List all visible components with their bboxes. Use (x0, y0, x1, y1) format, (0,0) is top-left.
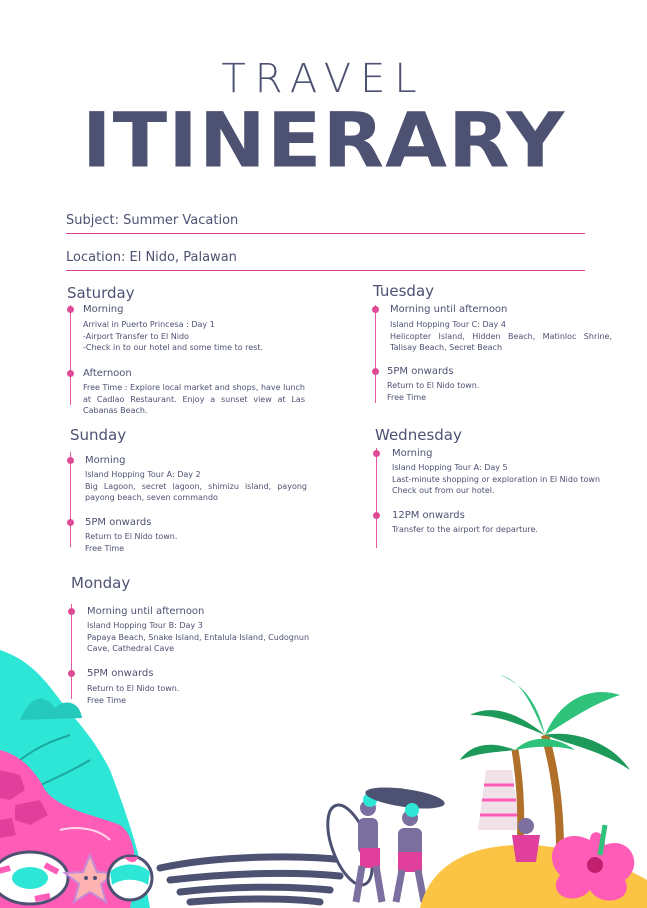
brush-strokes-shape (160, 857, 345, 902)
slot-time: 5PM onwards (87, 668, 154, 679)
day-title: Saturday (67, 284, 135, 302)
timeline-line (375, 305, 376, 403)
slot-description: Island Hopping Tour B: Day 3 Papaya Beach, Snake Island, Entalula Island, Cudognun Cave, Cathedral Cave (87, 621, 310, 653)
subject-field: Subject: Summer Vacation (66, 213, 585, 234)
slot-description: Arrival in Puerto Princesa : Day 1 -Airport Transfer to El Nido -Check in to our hotel and some time to rest. (83, 320, 264, 352)
slot-time: Afternoon (83, 368, 132, 379)
timeline-dot (67, 306, 74, 313)
slot-time: 12PM onwards (392, 510, 465, 521)
title-itinerary: ITINERARY (81, 96, 566, 185)
day-title: Tuesday (373, 282, 435, 300)
timeline-dot (67, 457, 74, 464)
slot-time: Morning until afternoon (87, 606, 205, 617)
day-title: Wednesday (375, 426, 462, 444)
slot-description: Island Hopping Tour A: Day 2 Big Lagoon, secret lagoon, shimizu island, payong payong beach, seven commando (85, 470, 307, 502)
slot-time: 5PM onwards (85, 517, 152, 528)
slot-time: 5PM onwards (387, 366, 454, 377)
slot-time: Morning (392, 448, 433, 459)
surfboard-shape (364, 784, 446, 813)
timeline-dot (373, 450, 380, 457)
slot-time: Morning until afternoon (390, 304, 508, 315)
day-title: Monday (71, 574, 131, 592)
timeline-dot (68, 608, 75, 615)
timeline-dot (67, 370, 74, 377)
slot-description: Return to El Nido town. Free Time (85, 532, 178, 553)
timeline-line (376, 448, 377, 548)
location-field: Location: El Nido, Palawan (66, 250, 585, 271)
beach-illustration (0, 640, 647, 908)
timeline-dot (373, 512, 380, 519)
slot-description: Island Hopping Tour A: Day 5 Last-minute shopping or exploration in El Nido town Check out from our hotel. (392, 463, 601, 495)
timeline-line (70, 305, 71, 405)
slot-description: Transfer to the airport for departure. (392, 525, 538, 534)
day-title: Sunday (70, 426, 127, 444)
slot-description: Island Hopping Tour C: Day 4 Helicopter Island, Hidden Beach, Matinloc Shrine, Talisay Beach, Secret Beach (390, 320, 612, 352)
timeline-dot (372, 368, 379, 375)
timeline-line (70, 452, 71, 547)
slot-time: Morning (83, 304, 124, 315)
palm-leaf-shape (470, 710, 545, 735)
slot-description: Return to El Nido town. Free Time (87, 684, 180, 705)
slot-description: Free Time : Explore local market and shops, have lunch at Cadlao Restaurant. Enjoy a sunset view at Las Cabanas Beach. (83, 383, 305, 415)
slot-description: Return to El Nido town. Free Time (387, 381, 480, 402)
timeline-dot (372, 306, 379, 313)
title-travel: TRAVEL (221, 56, 426, 102)
timeline-dot (67, 519, 74, 526)
slot-time: Morning (85, 455, 126, 466)
